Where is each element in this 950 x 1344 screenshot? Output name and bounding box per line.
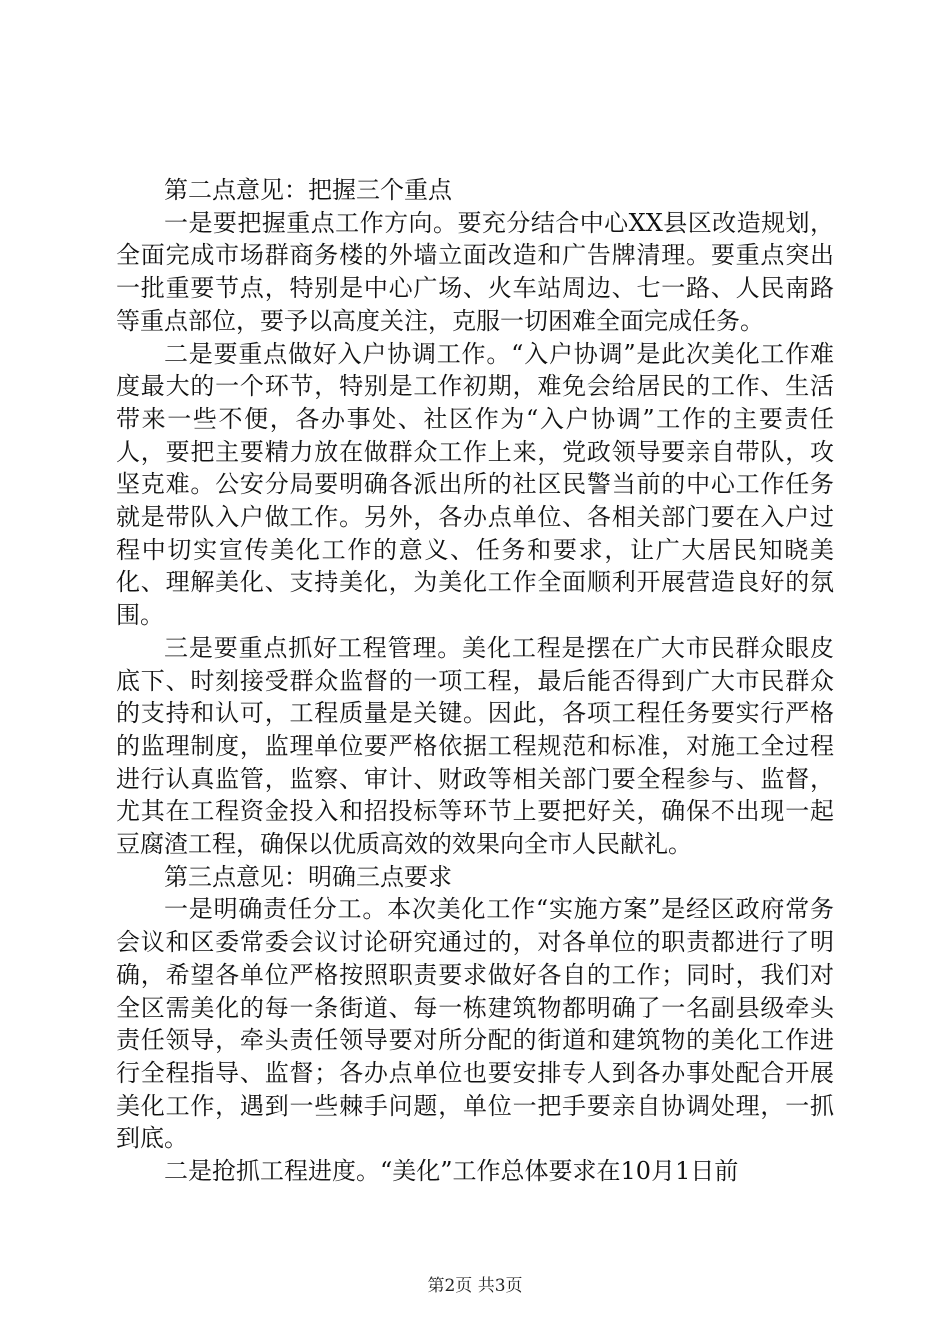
paragraph: 一是明确责任分工。本次美化工作“实施方案”是经区政府常务会议和区委常委会议讨论研究通过的，对各单位的职责都进行了明确，希望各单位严格按照职责要求做好各自的工作；同时，我们对全区需美化的每一条街道、每一栋建筑物都明确了一名副县级牵头责任领导，牵头责任领导要对所分配的街道和建筑物的美化工作进行全程指导、监督；各办点单位也要安排专人到各办事处配合开展美化工作，遇到一些棘手问题，单位一把手要亲自协调处理，一抓到底。 [116,895,834,1153]
paragraph: 二是要重点做好入户协调工作。“入户协调”是此次美化工作难度最大的一个环节，特别是工作初期，难免会给居民的工作、生活带来一些不便，各办事处、社区作为“入户协调”工作的主要责任人，要把主要精力放在做群众工作上来，党政领导要亲自带队，攻坚克难。公安分局要明确各派出所的社区民警当前的中心工作任务就是带队入户做工作。另外，各办点单位、各相关部门要在入户过程中切实宣传美化工作的意义、任务和要求，让广大居民知晓美化、理解美化、支持美化，为美化工作全面顺利开展营造良好的氛围。 [116,339,834,630]
section-heading-2: 第二点意见：把握三个重点 [164,176,452,204]
paragraph: 三是要重点抓好工程管理。美化工程是摆在广大市民群众眼皮底下、时刻接受群众监督的一项工程，最后能否得到广大市民群众的支持和认可，工程质量是关键。因此，各项工程任务要实行严格的监理制度，监理单位要严格依据工程规范和标准，对施工全过程进行认真监管，监察、审计、财政等相关部门要全程参与、监督，尤其在工程资金投入和招投标等环节上要把好关，确保不出现一起豆腐渣工程，确保以优质高效的效果向全市人民献礼。 [116,633,834,859]
section-heading-3: 第三点意见：明确三点要求 [164,862,452,891]
paragraph: 二是抢抓工程进度。“美化”工作总体要求在10月1日前 [164,1157,739,1186]
document-body [116,174,834,1188]
paragraph: 一是要把握重点工作方向。要充分结合中心XX县区改造规划，全面完成市场群商务楼的外墙立面改造和广告牌清理。要重点突出一批重要节点，特别是中心广场、火车站周边、七一路、人民南路等重点部位，要予以高度关注，克服一切困难全面完成任务。 [116,208,834,335]
page-number: 第2页 共3页 [427,1276,523,1296]
